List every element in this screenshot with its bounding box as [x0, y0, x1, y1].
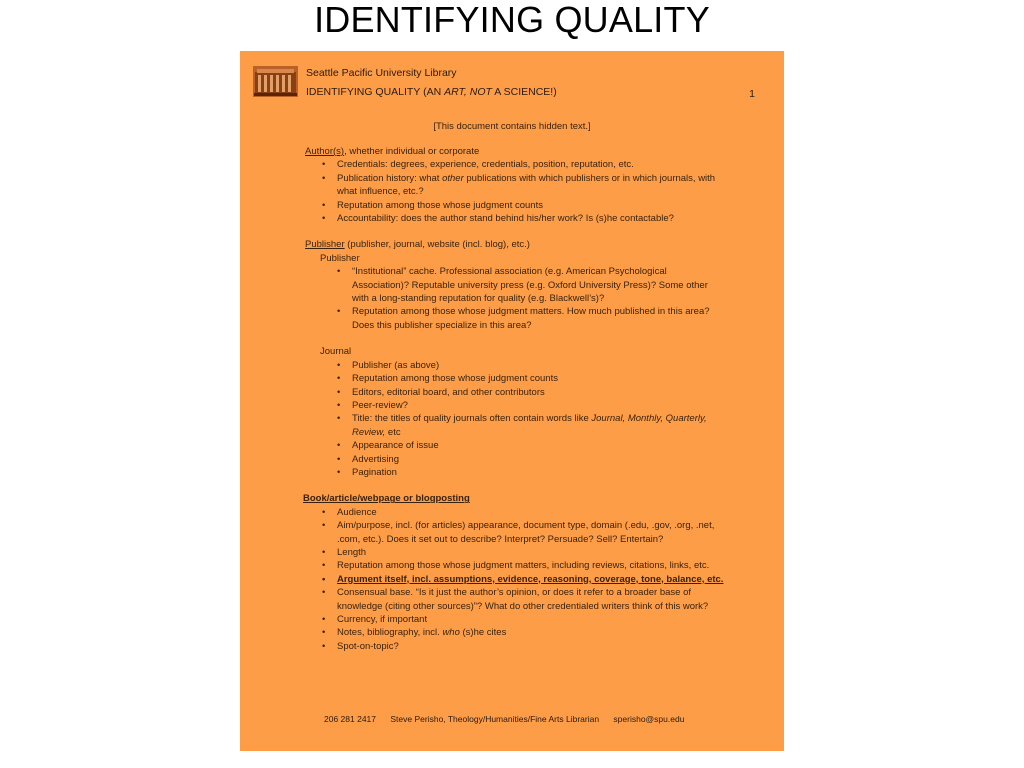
institution-name: Seattle Pacific University Library — [306, 67, 457, 79]
list-item: • Notes, bibliography, incl. who (s)he cites — [337, 626, 725, 639]
publisher-subheading: Publisher — [320, 252, 360, 264]
hidden-text-note: [This document contains hidden text.] — [433, 121, 591, 132]
list-item: • Appearance of issue — [352, 439, 725, 452]
slide-title: IDENTIFYING QUALITY — [314, 0, 710, 40]
list-item: • Title: the titles of quality journals often contain words like Journal, Monthly, Quarterly, Review, etc — [352, 412, 725, 439]
list-item: • Length — [337, 546, 725, 559]
list-item: • Pagination — [352, 466, 725, 479]
document-body — [305, 145, 725, 653]
library-building-logo — [253, 66, 298, 97]
footer-name: Steve Perisho, Theology/Humanities/Fine Arts Librarian — [390, 714, 600, 724]
list-item: • Currency, if important — [337, 613, 725, 626]
page-number: 1 — [749, 88, 755, 100]
list-item: • Publisher (as above) — [352, 359, 725, 372]
journal-subheading: Journal — [320, 346, 352, 358]
author-list — [305, 158, 725, 225]
document-footer — [324, 714, 696, 724]
list-item: • Editors, editorial board, and other contributors — [352, 386, 725, 399]
publisher-list — [305, 265, 725, 332]
list-item: • Reputation among those whose judgment matters. How much published in this area? Does this publisher specialize in this area? — [352, 305, 725, 332]
list-item: • Audience — [337, 506, 725, 519]
list-item: • Accountability: does the author stand behind his/her work? Is (s)he contactable? — [337, 212, 725, 225]
list-item: • Credentials: degrees, experience, credentials, position, reputation, etc. — [337, 158, 725, 171]
book-section-heading: Book/article/webpage or blogposting — [303, 493, 470, 505]
journal-list — [305, 359, 725, 480]
list-item: • Consensual base. “Is it just the author’s opinion, or does it refer to a broader base of knowledge (citing other sources)”? What do other credentialed writers think of this work? — [337, 586, 725, 613]
list-item: • Peer-review? — [352, 399, 725, 412]
list-item: • Advertising — [352, 453, 725, 466]
list-item: • Reputation among those whose judgment counts — [352, 372, 725, 385]
list-item: • “Institutional” cache. Professional association (e.g. American Psychological Association)? Reputable university press (e.g. Oxford University Press)? Some other with a long-standing reputation for quality (e.g. Blackwell’s)? — [352, 265, 725, 305]
list-item: • Publication history: what other publications with which publishers or in which journals, with what influence, etc.? — [337, 172, 725, 199]
list-item: • Aim/purpose, incl. (for articles) appearance, document type, domain (.edu, .gov, .org, .net, .com, etc.). Does it set out to describe? Interpret? Persuade? Sell? Entertain? — [337, 519, 725, 546]
book-list — [305, 506, 725, 653]
list-item: • Reputation among those whose judgment matters, including reviews, citations, links, etc. — [337, 559, 725, 572]
list-item: • Argument itself, incl. assumptions, evidence, reasoning, coverage, tone, balance, etc. — [337, 573, 725, 586]
scanned-document — [240, 51, 784, 751]
list-item: • Reputation among those whose judgment counts — [337, 199, 725, 212]
document-heading: IDENTIFYING QUALITY (AN ART, NOT A SCIENCE!) — [306, 86, 557, 98]
list-item: • Spot-on-topic? — [337, 640, 725, 653]
footer-email: sperisho@spu.edu — [613, 714, 685, 724]
publisher-section-heading: Publisher (publisher, journal, website (incl. blog), etc.) — [305, 239, 530, 251]
footer-phone: 206 281 2417 — [324, 714, 376, 724]
author-section-heading: Author(s), whether individual or corporate — [305, 146, 480, 157]
